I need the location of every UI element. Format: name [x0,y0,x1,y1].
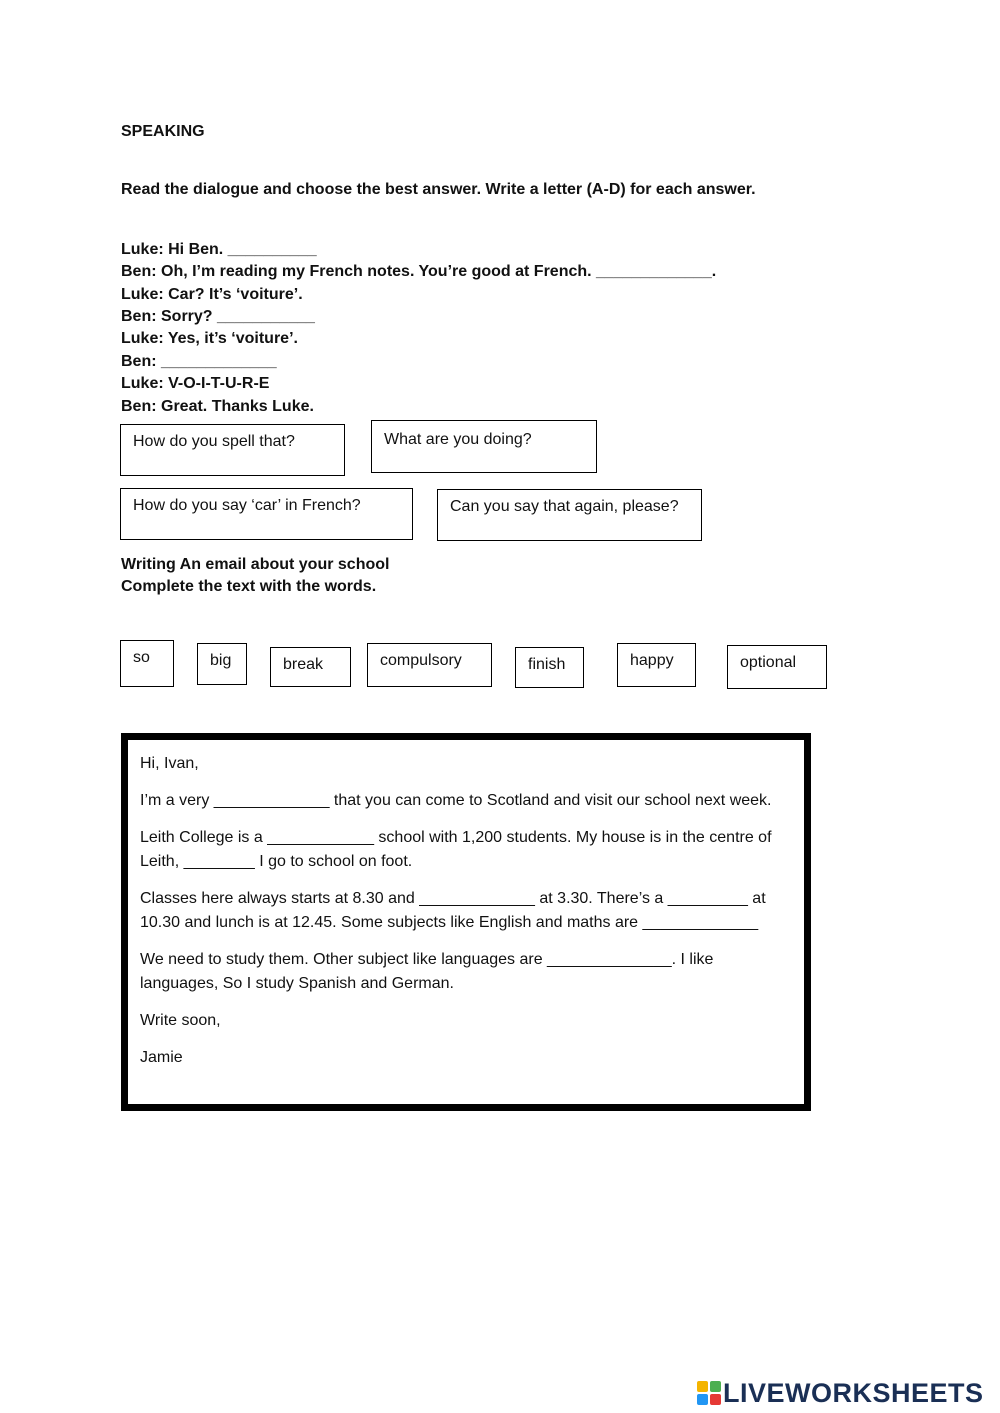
liveworksheets-logo-icon [697,1381,721,1405]
speaking-heading: SPEAKING [121,123,205,140]
email-paragraph: I’m a very _____________ that you can come to Scotland and visit our school next week. [140,792,772,809]
writing-heading: Writing An email about your school [121,556,390,573]
word-option[interactable]: finish [515,647,584,688]
email-greeting: Hi, Ivan, [140,755,199,772]
word-option[interactable]: big [197,643,247,685]
word-option[interactable]: break [270,647,351,687]
dialogue-line: Ben: _____________ [121,353,277,370]
liveworksheets-logo[interactable] [697,1377,984,1409]
word-option[interactable]: optional [727,645,827,689]
word-option[interactable]: happy [617,643,696,687]
dialogue-line: Luke: Car? It’s ‘voiture’. [121,286,303,303]
email-box [121,733,811,1111]
email-paragraph: Classes here always starts at 8.30 and _____________ at 3.30. There’s a _________ at 10.30 and lunch is at 12.45. Some subjects like English and maths are _____________ [140,890,766,931]
liveworksheets-logo-text: LIVEWORKSHEETS [723,1377,984,1408]
word-option[interactable]: compulsory [367,643,492,687]
email-closing: Write soon, [140,1012,221,1029]
dialogue-line: Ben: Sorry? ___________ [121,308,315,325]
speaking-instruction: Read the dialogue and choose the best answer. Write a letter (A-D) for each answer. [121,181,756,198]
answer-option-box[interactable]: How do you say ‘car’ in French? [120,488,413,540]
dialogue-line: Luke: V-O-I-T-U-R-E [121,375,270,392]
dialogue-line: Luke: Hi Ben. __________ [121,241,317,258]
answer-option-box[interactable]: Can you say that again, please? [437,489,702,541]
dialogue-line: Luke: Yes, it’s ‘voiture’. [121,330,298,347]
email-paragraph: We need to study them. Other subject like languages are ______________. I like languages, So I study Spanish and German. [140,951,714,992]
word-option[interactable]: so [120,640,174,687]
writing-instruction: Complete the text with the words. [121,578,377,595]
dialogue-line: Ben: Great. Thanks Luke. [121,398,314,415]
answer-option-box[interactable]: What are you doing? [371,420,597,473]
dialogue-line: Ben: Oh, I’m reading my French notes. You’re good at French. _____________. [121,263,717,280]
email-signature: Jamie [140,1049,183,1066]
email-paragraph: Leith College is a ____________ school with 1,200 students. My house is in the centre of Leith, ________ I go to school on foot. [140,829,772,870]
answer-option-box[interactable]: How do you spell that? [120,424,345,476]
